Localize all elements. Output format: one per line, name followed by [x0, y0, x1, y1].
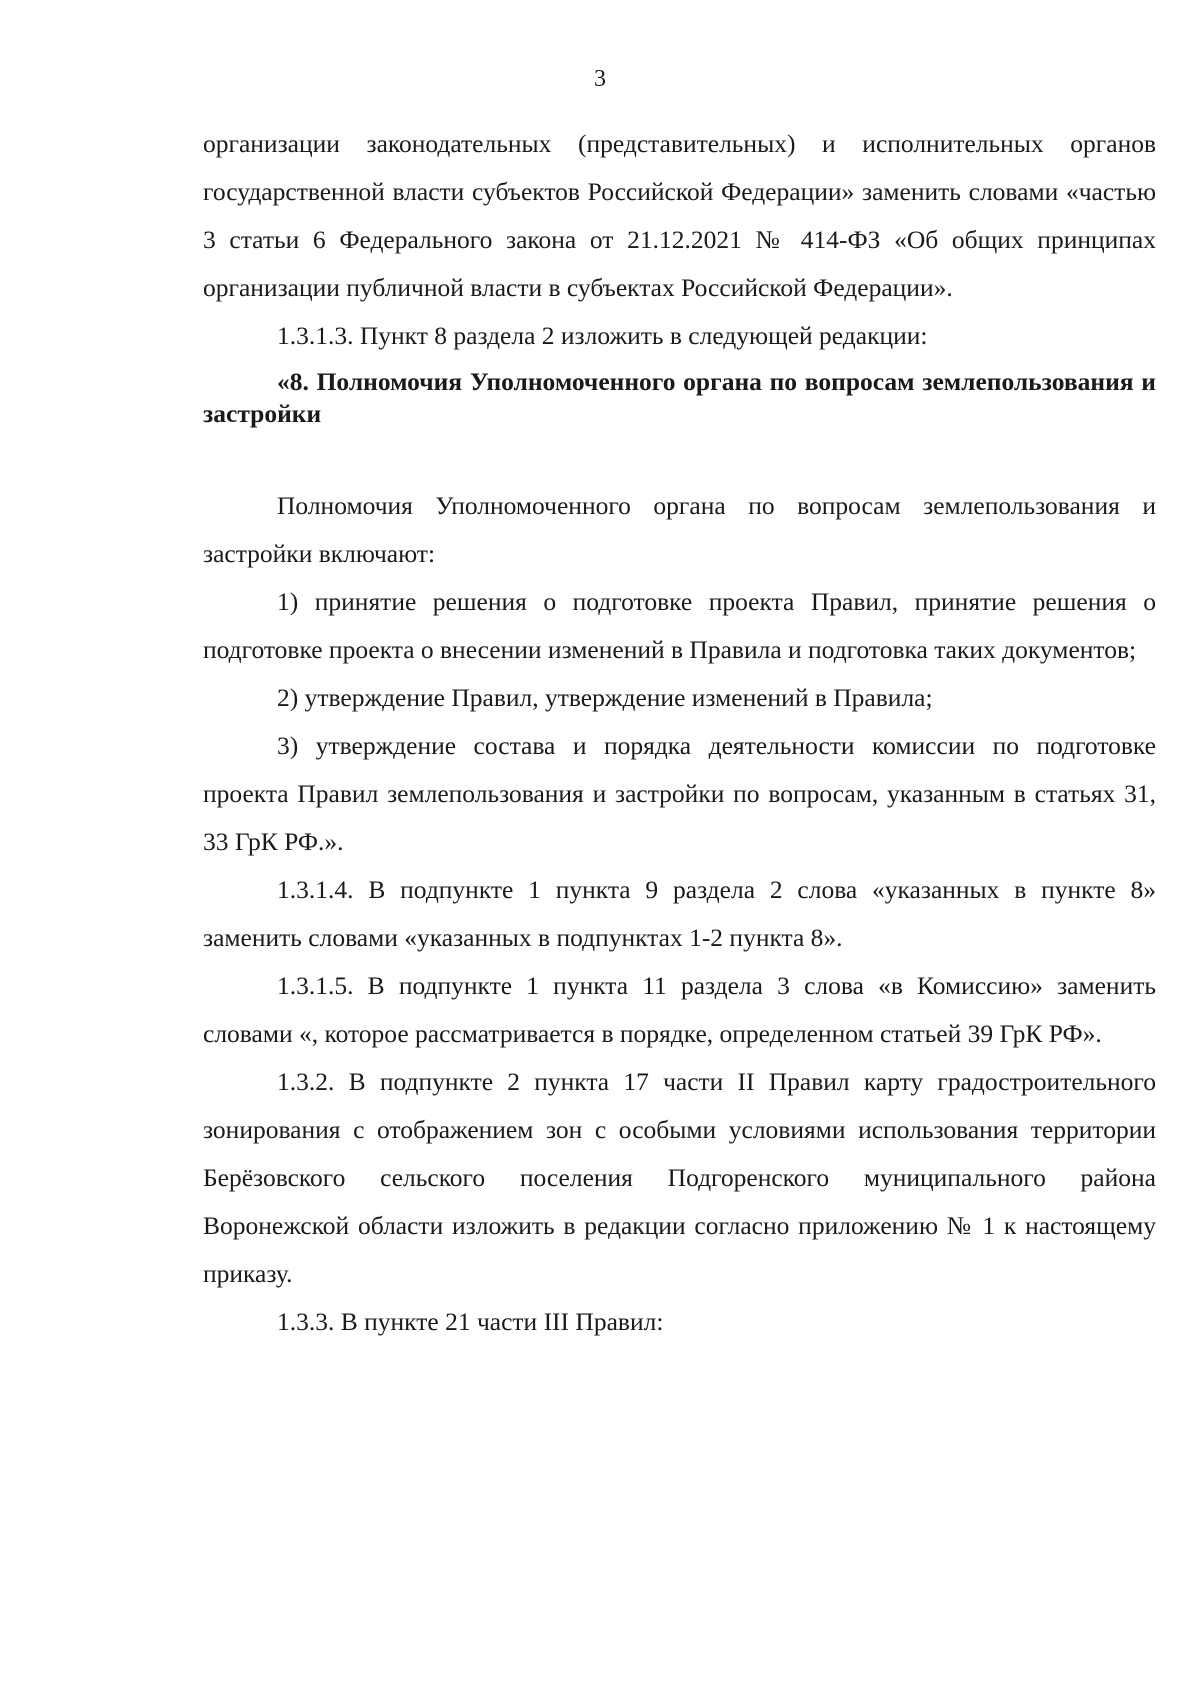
section-heading-8: «8. Полномочия Уполномоченного органа по вопросам землепользования и застройки — [203, 367, 1156, 428]
spacer — [203, 430, 1156, 482]
list-item-1: 1) принятие решения о подготовке проекта Правил, принятие решения о подготовке проекта о внесении изменений в Правила и подготовка таких документов; — [203, 587, 1156, 664]
paragraph-1-3-1-5: 1.3.1.5. В подпункте 1 пункта 11 раздела 3 слова «в Комиссию» заменить словами «, которое рассматривается в порядке, определенном статьей 39 ГрК РФ». — [203, 971, 1156, 1048]
paragraph-1-3-1-4: 1.3.1.4. В подпункте 1 пункта 9 раздела 2 слова «указанных в пункте 8» заменить словами «указанных в подпунктах 1-2 пункта 8». — [203, 875, 1156, 952]
paragraph-powers-intro: Полномочия Уполномоченного органа по вопросам землепользования и застройки включают: — [203, 491, 1156, 568]
paragraph-continuation: организации законодательных (представительных) и исполнительных органов государственной власти субъектов Российской Федерации» заменить словами «частью 3 статьи 6 Федерального закона от 21.12.2021 № 414-ФЗ «Об общих принципах организации публичной власти в субъектах Российской Федерации». — [203, 129, 1156, 302]
list-item-3: 3) утверждение состава и порядка деятельности комиссии по подготовке проекта Правил землепользования и застройки по вопросам, указанным в статьях 31, 33 ГрК РФ.». — [203, 731, 1156, 856]
list-item-2: 2) утверждение Правил, утверждение изменений в Правила; — [277, 683, 933, 712]
page-number: 3 — [594, 66, 606, 92]
document-body — [203, 120, 1156, 1346]
paragraph-1-3-1-3: 1.3.1.3. Пункт 8 раздела 2 изложить в следующей редакции: — [277, 321, 928, 350]
paragraph-1-3-3: 1.3.3. В пункте 21 части III Правил: — [277, 1307, 664, 1336]
paragraph-1-3-2: 1.3.2. В подпункте 2 пункта 17 части II Правил карту градостроительного зонирования с отображением зон с особыми условиями использования территории Берёзовского сельского поселения Подгоренского муниципального района Воронежской области изложить в редакции согласно приложению № 1 к настоящему приказу. — [203, 1067, 1156, 1288]
